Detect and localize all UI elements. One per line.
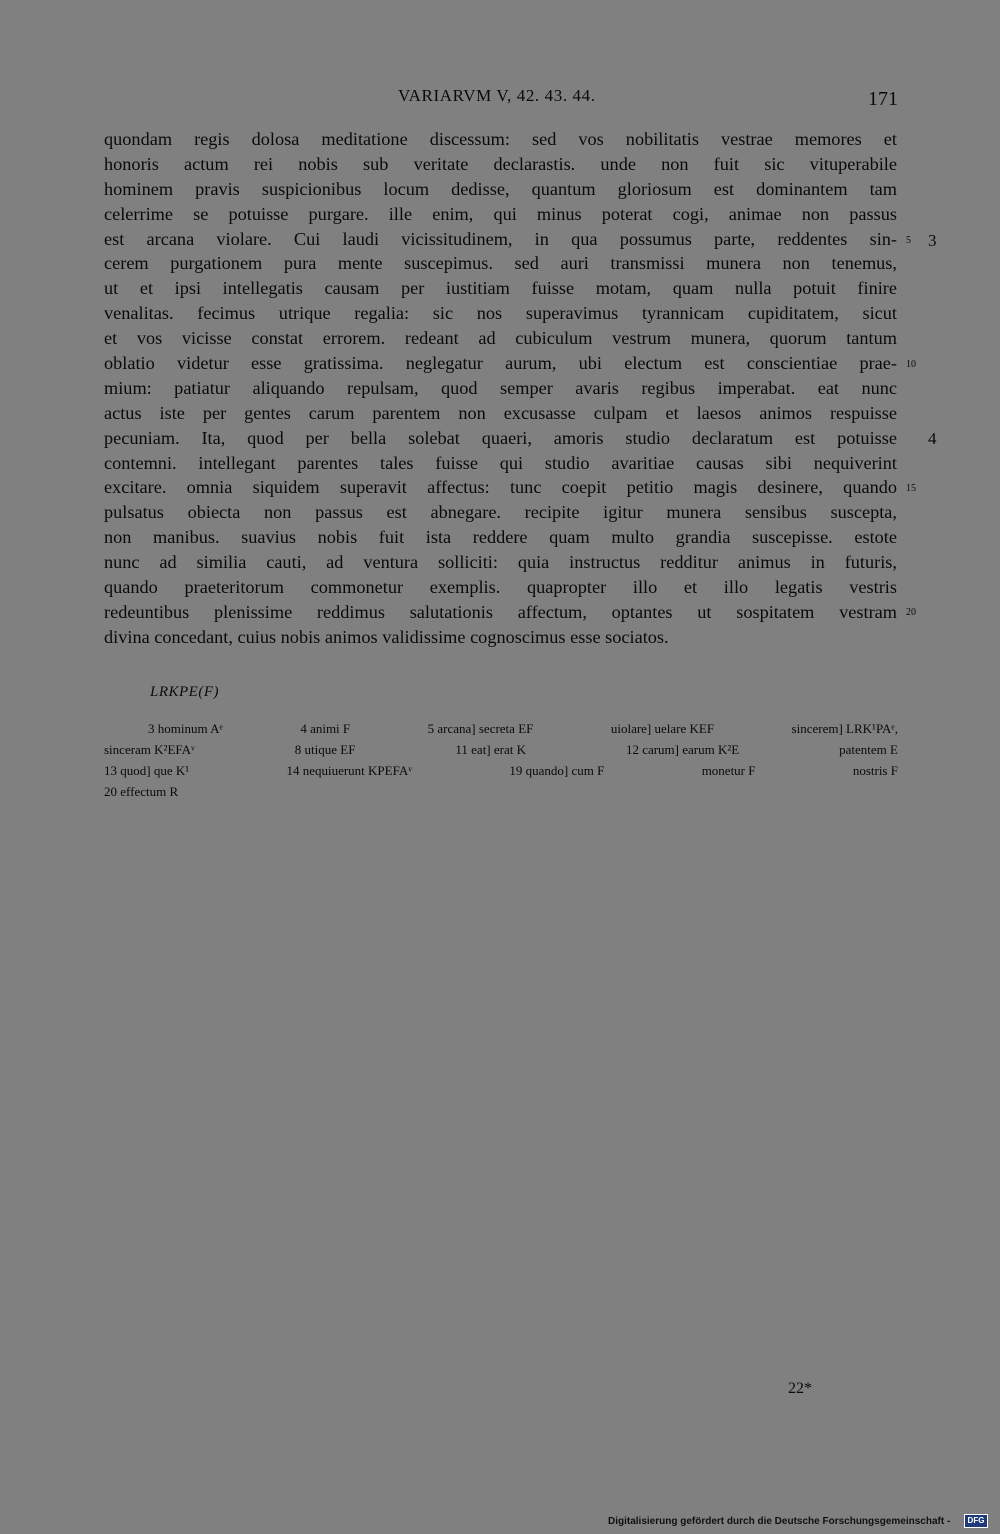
text-line: quondam regis dolosa meditatione discessum: sed vos nobilitatis vestrae memores et bbox=[104, 129, 897, 149]
text-line: celerrime se potuisse purgare. ille enim, qui minus poterat cogi, animae non passus bbox=[104, 203, 897, 224]
apparatus-entry: uiolare] uelare KEF bbox=[610, 721, 715, 736]
text-line: actus iste per gentes carum parentem non excusasse culpam et laesos animos respuisse bbox=[104, 402, 897, 423]
apparatus-entry: nostris F bbox=[852, 763, 898, 778]
manuscript-sigla: LRKPE(F) bbox=[150, 684, 219, 700]
printer-signature: 22* bbox=[788, 1380, 812, 1397]
text-line: quando praeteritorum commonetur exemplis. quapropter illo et illo legatis vestris bbox=[104, 577, 897, 598]
apparatus-entry: 5 arcana] secreta EF bbox=[427, 721, 534, 736]
apparatus-line bbox=[104, 739, 898, 760]
apparatus-line bbox=[104, 718, 898, 739]
line-number-10: 10 bbox=[906, 359, 916, 370]
apparatus-entry: 12 carum] earum K²E bbox=[625, 742, 740, 757]
text-line: oblatio videtur esse gratissima. neglegatur aurum, ubi electum est conscientiae prae- bbox=[104, 353, 897, 374]
text-line: cerem purgationem pura mente suscepimus. sed auri transmissi munera non tenemus, bbox=[104, 253, 897, 274]
critical-apparatus bbox=[104, 718, 898, 802]
text-line: honoris actum rei nobis sub veritate declarastis. unde non fuit sic vituperabile bbox=[104, 153, 897, 174]
text-line: excitare. omnia siquidem superavit affectus: tunc coepit petitio magis desinere, quando bbox=[104, 477, 897, 498]
text-line: et vos vicisse constat errorem. redeant ad cubiculum vestrum munera, quorum tantum bbox=[104, 328, 897, 349]
running-title: VARIARVM V, 42. 43. 44. bbox=[398, 86, 596, 105]
text-line: venalitas. fecimus utrique regalia: sic nos superavimus tyrannicam cupiditatem, sicut bbox=[104, 303, 897, 324]
apparatus-entry: patentem E bbox=[839, 742, 898, 757]
text-line: nunc ad similia cauti, ad ventura solliciti: quia instructus redditur animus in futuris, bbox=[104, 552, 897, 573]
text-line: hominem pravis suspicionibus locum dedisse, quantum gloriosum est dominantem tam bbox=[104, 178, 897, 199]
digitization-credit: Digitalisierung gefördert durch die Deutsche Forschungsgemeinschaft - bbox=[608, 1516, 951, 1527]
apparatus-line bbox=[104, 781, 898, 802]
apparatus-entry: 4 animi F bbox=[300, 721, 351, 736]
section-number-4: 4 bbox=[928, 429, 937, 448]
line-number-15: 15 bbox=[906, 483, 916, 494]
section-number-3: 3 bbox=[928, 231, 937, 250]
text-line: mium: patiatur aliquando repulsam, quod semper avaris regibus imperabat. eat nunc bbox=[104, 377, 897, 398]
dfg-logo: DFG bbox=[964, 1514, 988, 1528]
text-line: redeuntibus plenissime reddimus salutationis affectum, optantes ut sospitatem vestram bbox=[104, 601, 897, 622]
apparatus-entry: 14 nequiuerunt KPEFAᵛ bbox=[286, 763, 413, 778]
line-number-20: 20 bbox=[906, 607, 916, 618]
text-line: non manibus. suavius nobis fuit ista reddere quam multo grandia suscepisse. estote bbox=[104, 527, 897, 548]
apparatus-entry: sinceram K²EFAᵛ bbox=[104, 742, 195, 757]
apparatus-entry: 8 utique EF bbox=[294, 742, 356, 757]
text-line: pecuniam. Ita, quod per bella solebat quaeri, amoris studio declaratum est potuisse bbox=[104, 427, 897, 448]
text-line: ut et ipsi intellegatis causam per iustitiam fuisse motam, quam nulla potuit finire bbox=[104, 278, 897, 299]
apparatus-entry: sincerem] LRK¹PAᵉ, bbox=[791, 721, 898, 736]
apparatus-line bbox=[104, 760, 898, 781]
text-line: est arcana violare. Cui laudi vicissitudinem, in qua possumus parte, reddentes sin- bbox=[104, 228, 897, 249]
apparatus-entry: 13 quod] que K¹ bbox=[104, 763, 190, 778]
apparatus-entry: 11 eat] erat K bbox=[455, 742, 527, 757]
apparatus-entry: 3 hominum Aᵉ bbox=[148, 721, 223, 736]
line-number-5: 5 bbox=[906, 235, 911, 246]
text-line: pulsatus obiecta non passus est abnegare. recipite igitur munera sensibus suscepta, bbox=[104, 502, 897, 523]
page-number: 171 bbox=[868, 88, 898, 110]
body-text bbox=[104, 127, 897, 650]
apparatus-entry: 19 quando] cum F bbox=[509, 763, 605, 778]
text-line: divina concedant, cuius nobis animos validissime cognoscimus esse sociatos. bbox=[104, 626, 669, 647]
text-line: contemni. intellegant parentes tales fuisse qui studio avaritiae causas sibi nequiverint bbox=[104, 452, 897, 473]
apparatus-entry: monetur F bbox=[701, 763, 756, 778]
apparatus-entry: 20 effectum R bbox=[104, 784, 179, 799]
